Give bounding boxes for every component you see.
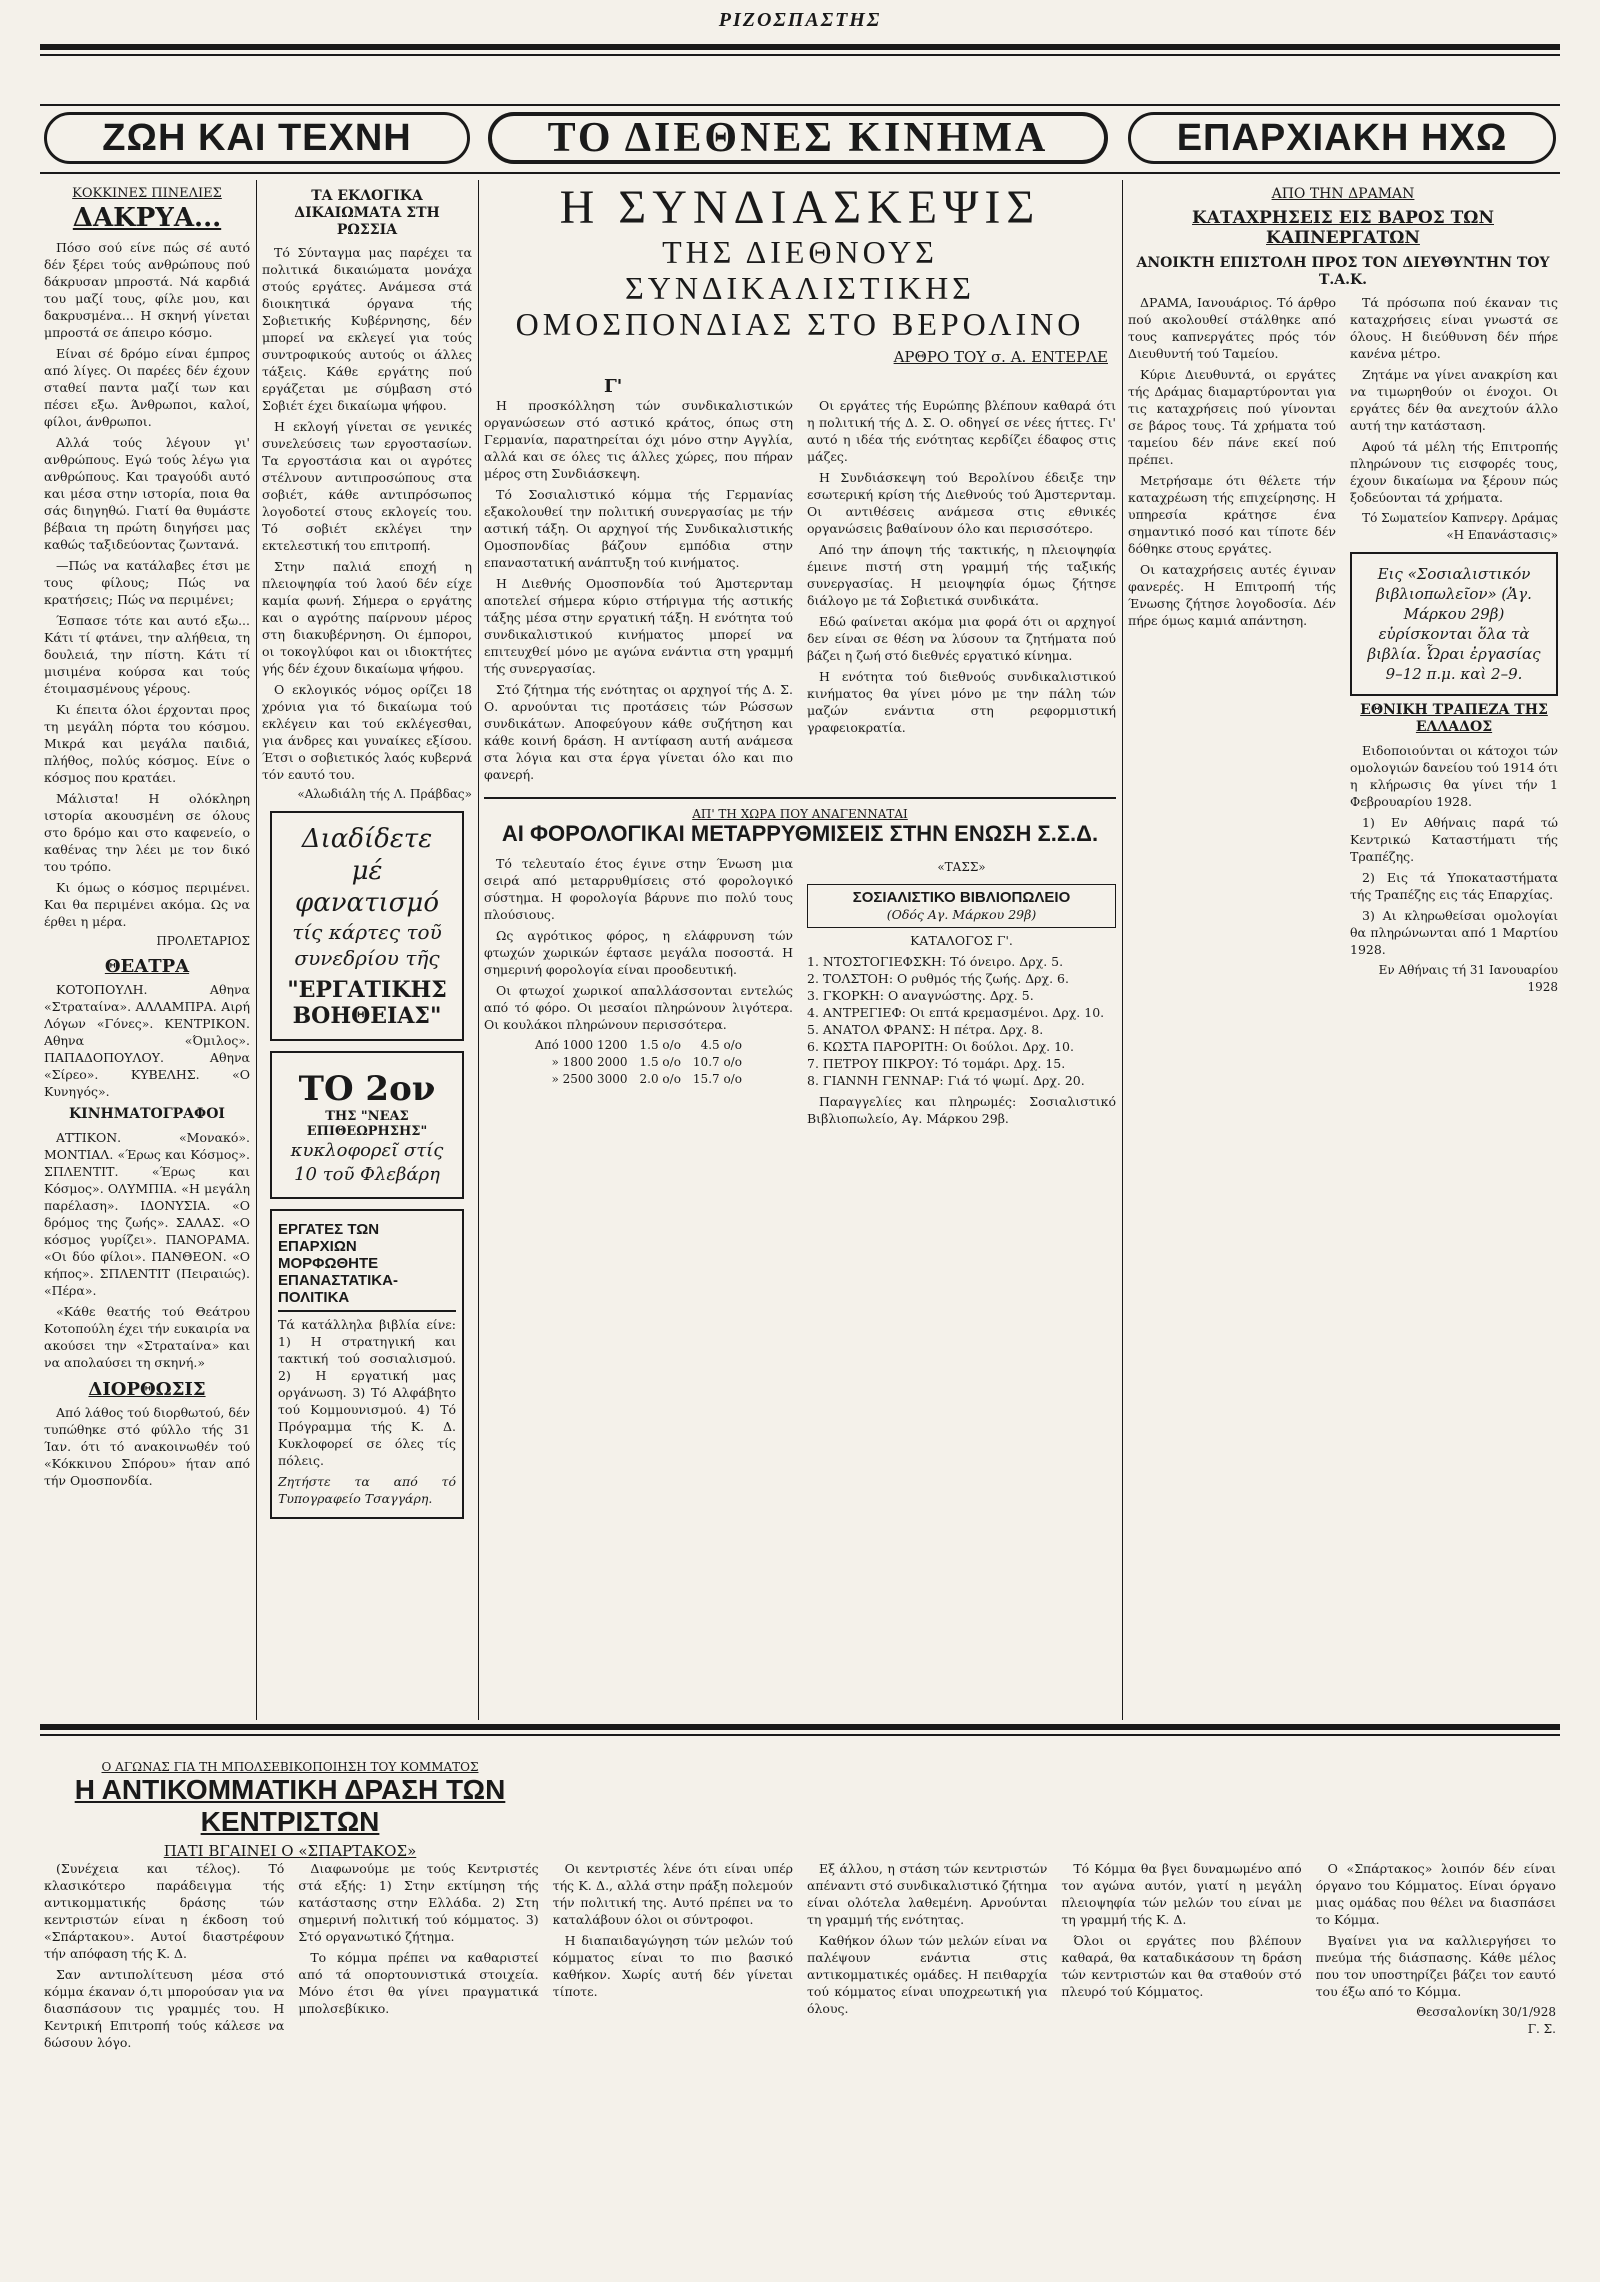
paragraph: Η προσκόλληση τών συνδικαλιστικών οργανώσεων στό αστικό κράτος, όπως στη Γερμανία, παρατηρείται όχι μόνο στην Αγγλία, αλλά και σε όλες τις άλλες χώρες, που πήραν μέρος στη Συνδιάσκεψη.	[484, 398, 793, 481]
paragraph: Τό τελευταίο έτος έγινε στην Ένωση μια σειρά από μεταρρυθμίσεις στό φορολογικό σύστημα. Η φορολογία βάρυνε πιο πολύ τους πλούσιους.	[484, 856, 793, 922]
main-title-line: ΤΗΣ ΔΙΕΘΝΟΥΣ ΣΥΝΔΙΚΑΛΙΣΤΙΚΗΣ	[625, 234, 975, 306]
paragraph: Οι κεντριστές λένε ότι είναι υπέρ τής Κ. Δ., αλλά στην πράξη πολεμούν τήν πολιτική της. Αυτό πρέπει να το καταλάβουν όλοι οι σύντροφοι.	[552, 1861, 793, 1927]
main-title	[484, 182, 1116, 342]
paragraph: 1) Εν Αθήναις παρά τώ Κεντρικώ Καταστήματι τής Τραπέζης.	[1350, 814, 1558, 864]
paragraph: Αλλά τούς λέγουν γι' ανθρώπους. Εγώ τούς λέγω για ανθρώπους. Και τραγούδι αυτό και μέσα στην ιστορία, ποια θα σάς διηγηθώ. Γιατί θα θυμάστε βέβαια τη πρώτη διηγήσει μας καθώς ταξιδεύοντας ζωντανά.	[44, 435, 250, 552]
paragraph: Ο εκλογικός νόμος ορίζει 18 χρόνια για τό δικαίωμα τού εκλέγειν και τού εκλέγεσθαι, για άνδρες και γυναίκες εξίσου. Έτσι ο σοβιετικός λαός κυβερνά τόν εαυτό του.	[262, 682, 472, 783]
paragraph: 3) Αι κληρωθείσαι ομολογίαι θα πληρώνωνται από 1 Μαρτίου 1928.	[1350, 907, 1558, 957]
lower-article-body	[44, 1860, 1556, 2260]
paragraph: Κι όμως ο κόσμος περιμένει. Και θα περιμένει ακόμα. Ως να έρθει η μέρα.	[44, 880, 250, 929]
paragraph: Τά πρόσωπα πού έκαναν τις καταχρήσεις είναι γνωστά σε όλους. Η διεύθυνση δέν πήρε κανένα μέτρο.	[1350, 295, 1558, 362]
paragraph: Η ενότητα τού διεθνούς συνδικαλιστικού κινήματος θα γίνει μόνο με την πάλη τών μαζών ενάντια στη ρεφορμιστική γραφειοκρατία.	[807, 669, 1116, 735]
banner-eparxiaki-ixo: ΕΠΑΡΧΙΑΚΗ ΗΧΩ	[1128, 112, 1556, 164]
paragraph: Ειδοποιούνται οι κάτοχοι τών ομολογιών δανείου τού 1914 ότι η κλήρωσις θα γίνει τήν 1 Φεβρουαρίου 1928.	[1350, 742, 1558, 809]
article-headline: ΚΑΤΑΧΡΗΣΕΙΣ ΕΙΣ ΒΑΡΟΣ ΤΩΝ ΚΑΠΝΕΡΓΑΤΩΝ	[1192, 208, 1494, 249]
lower-article-head	[40, 1760, 540, 1860]
paragraph: —Πώς να κατάλαβες έτσι με τους φίλους; Πώς να κρατήσεις; Πώς να περιμένει;	[44, 558, 250, 607]
masthead: ΡΙΖΟΣΠΑΣΤΗΣ	[718, 9, 882, 31]
table-cell: 2.0 ο/ο	[639, 1072, 681, 1086]
paragraph: Μάλιστα! Η ολόκληρη ιστορία ακουσμένη σε όλους στο δρόμο και στο καφενείο, ο καθένας την λέει με τον δικό του τρόπο.	[44, 791, 250, 874]
paragraph: Βγαίνει για να καλλιεργήσει το πνεύμα τής διάσπασης. Κάθε μέλος που τον υποστηρίζει βάζει τον εαυτό του έξω από το Κόμμα.	[1315, 1933, 1556, 1999]
catalog-item: 3. ΓΚΟΡΚΗ: Ο αναγνώστης. Δρχ. 5.	[807, 988, 1034, 1003]
catalog-item: 4. ΑΝΤΡΕΓΙΕΦ: Οι επτά κρεμασμένοι. Δρχ. 10.	[807, 1005, 1105, 1020]
article-body	[1128, 294, 1558, 1004]
catalog-title: ΚΑΤΑΛΟΓΟΣ Γ'.	[910, 933, 1013, 948]
catalog-item: 7. ΠΕΤΡΟΥ ΠΙΚΡΟΥ: Τό τομάρι. Δρχ. 15.	[807, 1056, 1066, 1071]
cinema-heading: ΚΙΝΗΜΑΤΟΓΡΑΦΟΙ	[69, 1106, 225, 1122]
article-body	[484, 397, 1116, 787]
table-cell: » 1800 2000	[551, 1055, 628, 1069]
paragraph: Η διαπαιδαγώγηση τών μελών τού κόμματος είναι το πιο βασικό καθήκον. Χωρίς αυτή δέν γίνεται τίποτε.	[552, 1933, 793, 1999]
cinema-listings	[44, 1129, 250, 1371]
section-divider	[484, 797, 1116, 799]
column-eparxiaki-ixo	[1128, 182, 1558, 1712]
lower-article-subheadline: ΠΑΤΙ ΒΓΑΙΝΕΙ Ο «ΣΠΑΡΤΑΚΟΣ»	[163, 1842, 417, 1860]
paragraph: Τό Σύνταγμα μας παρέχει τα πολιτικά δικαιώματα μονάχα στούς εργάτες. Ανάμεσα στά διοικητικά όργανα τής Σοβιετικής Κυβέρνησης, δέν μπορεί να εκλεγεί για τούς συντροφικούς αυτούς οι άλλες τάξεις. Κάθε εργάτης πού εργάζεται με σύμβαση στό Σοβιέτ έχει δικαίωμα ψήφου.	[262, 245, 472, 414]
table-row	[529, 1037, 748, 1054]
ad-ergatiki-voitheia	[270, 811, 464, 1041]
table-cell: 1.5 ο/ο	[639, 1038, 681, 1052]
paragraph: Οι εργάτες τής Ευρώπης βλέπουν καθαρά ότι η πολιτική τής Δ. Σ. Ο. οδηγεί σε νέες ήττες. Γι' αυτό η ιδέα τής ενότητας κερδίζει έδαφος στις μάζες.	[807, 398, 1116, 464]
article-kicker: ΚΟΚΚΙΝΕΣ ΠΙΝΕΛΙΕΣ	[72, 186, 222, 201]
table-cell: » 2500 3000	[551, 1072, 628, 1086]
bookstore-header	[807, 884, 1116, 928]
paragraph: Αφού τά μέλη τής Επιτροπής πληρώνουν τις εισφορές τους, έχουν δικαίωμα να ξέρουν πώς ξοδεύονται τά χρήματα.	[1350, 439, 1558, 506]
sub-article-head	[484, 807, 1116, 847]
article-signature: ΠΡΟΛΕΤΑΡΙΟΣ	[156, 934, 250, 948]
banner-rule-top	[40, 104, 1560, 106]
sub-article-signature: «ΤΑΣΣ»	[937, 860, 986, 874]
sub-article-headline: ΑΙ ΦΟΡΟΛΟΓΙΚΑΙ ΜΕΤΑΡΡΥΘΜΙΣΕΙΣ ΣΤΗΝ ΕΝΩΣΗ Σ.Σ.Δ.	[501, 821, 1099, 846]
column-divider	[256, 180, 257, 1720]
bank-heading: ΕΘΝΙΚΗ ΤΡΑΠΕΖΑ ΤΗΣ ΕΛΛΑΔΟΣ	[1360, 702, 1548, 736]
paragraph: Ως αγρότικος φόρος, η ελάφρυνση τών φτωχών χωρικών έφτασε μεγάλα ποσοστά. Η σημερινή φορολογία είναι προοδευτική.	[484, 928, 793, 977]
paragraph: Εδώ φαίνεται ακόμα μια φορά ότι οι αρχηγοί δεν είναι σε θέση να λύσουν τα ζητήματα πού βάζει η ζωή στό διεθνές εργατικό κίνημα.	[807, 614, 1116, 663]
paragraph: Η εκλογή γίνεται σε γενικές συνελεύσεις των εργοστασίων. Τα εργοστάσια και οι αγρότες στέλνουν αντιπροσώπους στα σοβιέτ, κάθε αντιπρόσωπος λογοδοτεί στους εκλογείς του. Τό σοβιέτ εκλέγει την εκτελεστική του επιτροπή.	[262, 419, 472, 554]
paragraph: ΚΟΤΟΠΟΥΛΗ. Αθηνα «Στραταίνα». ΑΛΛΑΜΠΡΑ. Αιρή Λόγων «Γόνες». ΚΕΝΤΡΙΚΟΝ. Αθηνα «Όμιλος». ΠΑΠΑΔΟΠΟΥΛΟΥ. Αθηνα «Σίρεο». ΚΥΒΕΛΗΣ. «Ο Κυνηγός».	[44, 982, 250, 1099]
ad-line: ΤΗΣ "ΝΕΑΣ ΕΠΙΘΕΩΡΗΣΗΣ"	[306, 1109, 428, 1140]
paragraph: Έσπασε τότε και αυτό εξω... Κάτι τί φτάνει, την αλήθεια, τη δουλειά, την πίστη. Κάτι τί μισιμένα κούρσα και τούς έτοιμασμένους γέρους.	[44, 613, 250, 696]
article-headline: ΔΑΚΡΥΑ...	[72, 203, 222, 233]
bookstore-title: ΣΟΣΙΑΛΙΣΤΙΚΟ ΒΙΒΛΙΟΠΩΛΕΙΟ	[852, 889, 1071, 906]
ad-line: κυκλοφορεῖ στίς 10 τοῦ Φλεβάρη	[290, 1140, 444, 1186]
paragraph: «Κάθε θεατής τού Θεάτρου Κοτοπούλη έχει τήν ευκαιρία να ακούσει την «Στραταίνα» και να απολαύσει τη σκηνή.»	[44, 1303, 250, 1370]
paragraph: (Συνέχεια και τέλος). Τό κλασικότερο παράδειγμα τής αντικομματικής δράσης τών κεντριστών είναι η έκδοση τού «Σπάρτακου». Αυτοί διαστρέφουν τήν απόφαση τής Κ. Δ.	[44, 1861, 285, 1961]
paragraph: Ζητάμε να γίνει ανακρίση και να τιμωρηθούν οι ένοχοι. Οι εργάτες δέν θα ανεχτούν άλλο αυτή την κατάσταση.	[1350, 367, 1558, 434]
column-zoi-kai-texni	[44, 182, 250, 1712]
article-subheadline: ΑΝΟΙΚΤΗ ΕΠΙΣΤΟΛΗ ΠΡΟΣ ΤΟΝ ΔΙΕΥΘΥΝΤΗΝ ΤΟΥ Τ.Α.Κ.	[1136, 254, 1550, 288]
paragraph: Στην παλιά εποχή η πλειοψηφία τού λαού δέν είχε καμία φωνή. Σήμερα ο εργάτης και ο αγρότης παίρνουν μέρος στη διακυβέρνηση. Οι έμποροι, οι τοκογλύφοι και οι ιδιοκτήτες γής δέν έχουν δικαίωμα ψήφου.	[262, 559, 472, 677]
ad-footer: Ζητήστε τα από τό Τυπογραφείο Τσαγγάρη.	[278, 1474, 456, 1507]
paragraph: Από την άποψη τής τακτικής, η πλειοψηφία έμεινε πιστή στη γραμμή τής ταξικής συνεργασίας. Η μειοψηφία όμως ζήτησε διάλογο με τά Σοβιετικά συνδικάτα.	[807, 542, 1116, 608]
ad-line: τίς κάρτες τοῦ συνεδρίου τῆς	[292, 920, 442, 971]
ad-line: μέ φανατισμό	[294, 856, 439, 919]
lower-section-rule	[40, 1724, 1560, 1730]
banner-diethnes-kinima: ΤΟ ΔΙΕΘΝΕΣ ΚΙΝΗΜΑ	[488, 112, 1108, 164]
section-mark: Γ'	[604, 376, 623, 397]
catalog-item: 1. ΝΤΟΣΤΟΓΙΕΦΣΚΗ: Τό όνειρο. Δρχ. 5.	[807, 954, 1064, 969]
table-cell: 15.7 ο/ο	[692, 1072, 742, 1086]
paragraph: Η Διεθνής Ομοσπονδία τού Άμστερνταμ αποτελεί σήμερα κύριο στήριγμα τής αστικής τάξης μέσα στην εργατική τάξη. Η ενότητα τού συνδικαλιστικού κινήματος μπορεί να επιτευχθεί μόνο με αγώνα ενάντια στη γραμμή τής συνεργασίας.	[484, 576, 793, 676]
article-byline: ΑΡΘΡΟ ΤΟΥ σ. Α. ΕΝΤΕΡΛΕ	[893, 348, 1108, 366]
table-cell: 10.7 ο/ο	[692, 1055, 742, 1069]
table-cell: Από 1000 1200	[535, 1038, 628, 1052]
paragraph: Σαν αντιπολίτευση μέσα στό κόμμα έκαναν ό,τι μπορούσαν για να διασπάσουν τις γραμμές του. Η Κεντρική Επιτροπή τούς κάλεσε να δώσουν λόγο.	[44, 1967, 285, 2050]
paragraph: Το κόμμα πρέπει να καθαριστεί από τά οπορτουνιστικά στοιχεία. Μόνο έτσι θα γίνει πραγματικά μπολσεβίκικο.	[298, 1950, 539, 2016]
paragraph: Στό ζήτημα τής ενότητας οι αρχηγοί τής Δ. Σ. Ο. αρνούνται τις προτάσεις τών Ρώσσων συνδικάτων. Αποφεύγουν κάθε συζήτηση και κάθε κοινή δράση. Η αντίφαση αυτή ανάμεσα στα λόγια και στα έργα γίνεται όλο και πιο φανερή.	[484, 682, 793, 782]
article-initials: Γ. Σ.	[1527, 2022, 1556, 2036]
catalog-item: 2. ΤΟΛΣΤΟΗ: Ο ρυθμός τής ζωής. Δρχ. 6.	[807, 971, 1069, 986]
article-signature: Τό Σωματείον Καπνεργ. Δράμας «Η Επανάστασις»	[1362, 511, 1558, 543]
paragraph: Οι καταχρήσεις αυτές έγιναν φανερές. Η Επιτροπή τής Ένωσης ζήτησε λογοδοσία. Δέν πήρε όμως καμιά απάντηση.	[1128, 562, 1336, 629]
main-title-line: Η ΣΥΝΔΙΑΣΚΕΨΙΣ	[559, 182, 1041, 234]
article-signature: «Αλωδιάλη τής Λ. Πράβδας»	[297, 787, 472, 802]
lower-section-rule-thin	[40, 1734, 1560, 1736]
column-divider	[478, 180, 479, 1720]
article-body	[262, 244, 472, 783]
paragraph: Η Συνδιάσκεψη τού Βερολίνου έδειξε την εσωτερική κρίση τής Διεθνούς τού Άμστερνταμ. Οι αντιθέσεις ανάμεσα στις εθνικές οργανώσεις βαθαίνουν όλο και περισσότερο.	[807, 470, 1116, 536]
main-title-line: ΟΜΟΣΠΟΝΔΙΑΣ ΣΤΟ ΒΕΡΟΛΙΝΟ	[515, 306, 1085, 342]
paragraph: Εξ άλλου, η στάση τών κεντριστών απέναντι στό συνδικαλιστικό ζήτημα είναι ολότελα λαθεμένη. Αρνούνται τη γραμμή τής ενότητας.	[806, 1861, 1048, 1927]
theatre-heading: ΘΕΑΤΡΑ	[104, 956, 190, 977]
center-article	[484, 182, 1116, 1712]
paragraph: Από λάθος τού διορθωτού, δέν τυπώθηκε στό φύλλο τής 31 Ίαν. ότι τό ανακοινωθέν τού «Κόκκινου Σπόρου» ήταν από τήν Ομοσπονδία.	[44, 1404, 250, 1488]
article-body	[44, 239, 250, 930]
catalog-footer: Παραγγελίες και πληρωμές: Σοσιαλιστικό Βιβλιοπωλείο, Αγ. Μάρκου 29β.	[807, 1094, 1116, 1126]
ad-line: Διαδίδετε	[301, 824, 433, 855]
column-eklogika	[262, 182, 472, 1712]
paragraph: Κύριε Διευθυντά, οι εργάτες τής Δράμας διαμαρτύρονται για τις καταχρήσεις πού γίνονται σε βάρος τους. Τά χρήματα τού ταμείου δέν πάνε εκεί πού πρέπει.	[1128, 367, 1336, 468]
paragraph: Ο «Σπάρτακος» λοιπόν δέν είναι όργανο του Κόμματος. Είναι όργανο μιας ομάδας που θέλει να διασπάσει το Κόμμα.	[1315, 1861, 1556, 1927]
corrections-heading: ΔΙΟΡΘΩΣΙΣ	[88, 1378, 206, 1400]
bookstore-notice: Εις «Σοσιαλιστικόν βιβλιοπωλεῖον» (Ἁγ. Μάρκου 29β) εὑρίσκονται ὅλα τὰ βιβλία. Ὧραι ἐργασίας 9–12 π.μ. καὶ 2–9.	[1350, 552, 1558, 696]
ad-line: ΤΟ 2ον	[298, 1069, 436, 1110]
paragraph: Είναι σέ δρόμο είναι έμπρος από λίγες. Οι παρέες δέν έχουν σταθεί παντα μαζί των και πέσει εξω. Άνθρωποι, καλοί, φίλοι, άνθρωποι.	[44, 346, 250, 429]
lower-article-kicker: Ο ΑΓΩΝΑΣ ΓΙΑ ΤΗ ΜΠΟΛΣΕΒΙΚΟΠΟΙΗΣΗ ΤΟΥ ΚΟΜΜΑΤΟΣ	[101, 1760, 479, 1774]
bank-signature: Εν Αθήναις τή 31 Ιανουαρίου 1928	[1378, 962, 1558, 994]
paragraph: Τό Κόμμα θα βγει δυναμωμένο από τον αγώνα αυτόν, γιατί η μεγάλη πλειοψηφία τών μελών του είναι με τη γραμμή τής Κ. Δ.	[1061, 1861, 1302, 1927]
banner-zoi-kai-texni: ΖΩΗ ΚΑΙ ΤΕΧΝΗ	[44, 112, 470, 164]
article-signature: Θεσσαλονίκη 30/1/928	[1416, 2005, 1556, 2019]
catalog-item: 5. ΑΝΑΤΟΛ ΦΡΑΝΣ: Η πέτρα. Δρχ. 8.	[807, 1022, 1044, 1037]
theatre-listings	[44, 981, 250, 1100]
paragraph: Οι φτωχοί χωρικοί απαλλάσσονται εντελώς από τό φόρο. Οι μεσαίοι πληρώνουν λιγότερα. Οι κουλάκοι πληρώνουν περισσότερα.	[484, 983, 793, 1032]
column-divider	[1122, 180, 1123, 1720]
paragraph: Τό Σοσιαλιστικό κόμμα τής Γερμανίας εξακολουθεί την πολιτική συνεργασίας με τήν αστική τάξη. Οι αρχηγοί τής Συνδικαλιστικής Ομοσπονδίας βάζουν εμπόδια στην επαναστατική ανάπτυξη τού κινήματος.	[484, 487, 793, 570]
ad-ergates-eparxion	[270, 1209, 464, 1519]
paragraph: ΔΡΑΜΑ, Ιανουάριος. Τό άρθρο πού ακολουθεί στάλθηκε από τους καπνεργάτες πρός τόν Διευθυντή τού Ταμείου.	[1128, 295, 1336, 362]
sub-article-kicker: ΑΠ' ΤΗ ΧΩΡΑ ΠΟΥ ΑΝΑΓΕΝΝΑΤΑΙ	[692, 807, 908, 821]
tax-table	[529, 1037, 748, 1088]
table-cell: 4.5 ο/ο	[700, 1038, 742, 1052]
paragraph: 2) Εις τά Υποκαταστήματα τής Τραπέζης εις τάς Επαρχίας.	[1350, 869, 1558, 902]
paragraph: Διαφωνούμε με τούς Κεντριστές στά εξής: 1) Στην εκτίμηση τής κατάστασης στην Ελλάδα. 2) Στη σημερινή πολιτική τού κόμματος. 3) Στό οργανωτικό ζήτημα.	[298, 1861, 539, 1944]
sub-article-body	[484, 855, 1116, 1131]
catalog-item: 8. ΓΙΑΝΝΗ ΓΕΝΝΑΡ: Γιά τό ψωμί. Δρχ. 20.	[807, 1073, 1085, 1088]
paragraph: Κι έπειτα όλοι έρχονται προς τη μεγάλη πόρτα του κόσμου. Μικρά και μεγάλα παιδιά, πλήθος, πολύς κόσμος. Είνε ο κόσμος που κρατάει.	[44, 702, 250, 785]
banner-rule-bottom	[40, 172, 1560, 174]
lower-article-headline: Η ΑΝΤΙΚΟΜΜΑΤΙΚΗ ΔΡΑΣΗ ΤΩΝ ΚΕΝΤΡΙΣΤΩΝ	[74, 1774, 506, 1837]
ad-line: "ΕΡΓΑΤΙΚΗΣ ΒΟΗΘΕΙΑΣ"	[287, 977, 447, 1030]
ad-title: ΕΡΓΑΤΕΣ ΤΩΝ ΕΠΑΡΧΙΩΝ ΜΟΡΦΩΘΗΤΕ ΕΠΑΝΑΣΤΑΤΙΚΑ-ΠΟΛΙΤΙΚΑ	[278, 1221, 456, 1312]
article-kicker: ΑΠΟ ΤΗΝ ΔΡΑΜΑΝ	[1271, 186, 1415, 202]
masthead-rule-thin	[40, 54, 1560, 56]
table-row	[529, 1054, 748, 1071]
ad-text: Τά κατάλληλα βιβλία είνε: 1) Η στρατηγική και τακτική τού σοσιαλισμού. 2) Η εργατική μας οργάνωση. 3) Τό Αλφάβητο τού Κομμουνισμού. 4) Τό Πρόγραμμα τής Κ. Δ. Κυκλοφορεί σε όλες τίς πόλεις.	[278, 1317, 456, 1469]
paragraph: Μετρήσαμε ότι θέλετε τήν καταχρέωση τής επιχείρησης. Η υπηρεσία κράτησε ένα σημαντικό ποσό και τίποτε δέν δόθηκε στους εργάτες.	[1128, 473, 1336, 557]
paragraph: Καθήκον όλων τών μελών είναι να παλέψουν ενάντια στις αντικομματικές ομάδες. Η πειθαρχία τού κόμματος είναι υποχρεωτική για όλους.	[806, 1933, 1048, 2016]
paragraph: Πόσο σού είνε πώς σέ αυτό δέν ξέρει τούς ανθρώπους πού δάκρυσαν μπροστά. Νά καρδιά του μαζί τους, φίλε μου, και δακρυσμένα... Η σκηνή γίνεται μπροστά σε άπειρο κόσμο.	[44, 240, 250, 340]
table-cell: 1.5 ο/ο	[639, 1055, 681, 1069]
catalog-item: 6. ΚΩΣΤΑ ΠΑΡΟΡΙΤΗ: Οι δούλοι. Δρχ. 10.	[807, 1039, 1074, 1054]
paragraph: ΑΤΤΙΚΟΝ. «Μονακό». ΜΟΝΤΙΑΛ. «Έρως και Κόσμος». ΣΠΛΕΝΤΙΤ. «Έρως και Κόσμος». ΟΛΥΜΠΙΑ. «Η μεγάλη παρέλαση». ΙΔΟΝΥΣΙΑ. «Ο δρόμος της ζωής». ΣΑΛΑΣ. «Ο κόσμος γυρίζει». ΠΑΝΟΡΑΜΑ. «Οι δύο φίλοι». ΠΑΝΘΕΟΝ. «Ο κήπος». ΣΠΛΕΝΤΙΤ (Πειραιώς). «Πέρα».	[44, 1129, 250, 1298]
paragraph: Όλοι οι εργάτες που βλέπουν καθαρά, θα καταδικάσουν τη δράση τών κεντριστών και θα σταθούν στό πλευρό τού Κόμματος.	[1061, 1933, 1302, 1999]
masthead-rule	[40, 44, 1560, 50]
bookstore-address: (Οδός Αγ. Μάρκου 29β)	[886, 907, 1037, 922]
ad-nea-epitheorisi	[270, 1051, 464, 1199]
table-row	[529, 1071, 748, 1088]
article-headline: ΤΑ ΕΚΛΟΓΙΚΑ ΔΙΚΑΙΩΜΑΤΑ ΣΤΗ ΡΩΣΣΙΑ	[294, 188, 440, 238]
corrections-text	[44, 1404, 250, 1489]
